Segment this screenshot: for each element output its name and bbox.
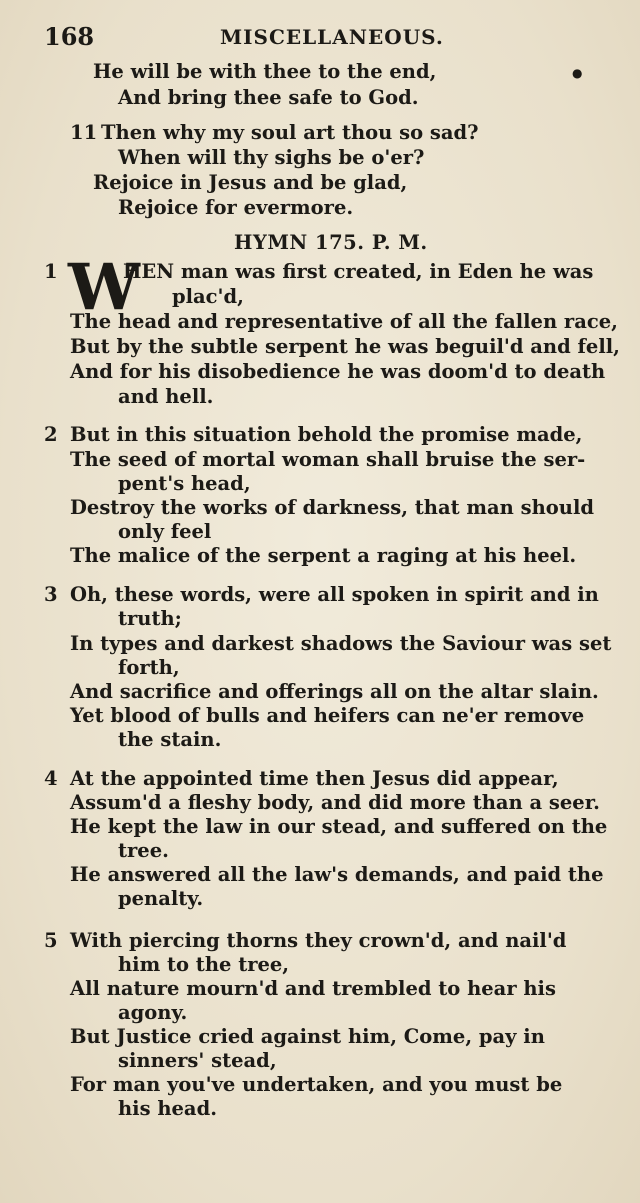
verse-line: But by the subtle serpent he was beguil'd and fell, <box>70 335 620 358</box>
verse-line: him to the tree, <box>118 953 290 976</box>
stanza-number: 11 <box>70 121 98 144</box>
verse-line: He kept the law in our stead, and suffered on the <box>70 815 608 838</box>
verse-line: the stain. <box>118 728 222 751</box>
verse-line: agony. <box>118 1001 188 1024</box>
verse-line: penalty. <box>118 887 204 910</box>
verse-line: The seed of mortal woman shall bruise the ser- <box>70 448 586 471</box>
verse-line: He answered all the law's demands, and paid the <box>70 863 604 886</box>
verse-line: plac'd, <box>172 285 244 308</box>
verse-line: Yet blood of bulls and heifers can ne'er remove <box>70 704 585 727</box>
verse-line: At the appointed time then Jesus did appear, <box>70 767 559 790</box>
stanza-number: 5 <box>44 929 58 952</box>
verse-line: truth; <box>118 607 182 630</box>
drop-cap: W <box>68 250 140 325</box>
verse-line: With piercing thorns they crown'd, and nail'd <box>70 929 567 952</box>
verse-line: All nature mourn'd and trembled to hear his <box>70 977 556 1000</box>
verse-line: pent's head, <box>118 472 251 495</box>
stanza-number: 4 <box>44 767 58 790</box>
verse-line: And sacrifice and offerings all on the altar slain. <box>70 680 599 703</box>
verse-line: The malice of the serpent a raging at his heel. <box>70 544 577 567</box>
page-header <box>44 22 600 52</box>
verse-line: Then why my soul art thou so sad? <box>101 121 479 144</box>
verse-line: and hell. <box>118 385 214 408</box>
verse-line: Rejoice for evermore. <box>118 196 354 219</box>
verse-line: But Justice cried against him, Come, pay in <box>70 1025 545 1048</box>
stanza-number: 3 <box>44 583 58 606</box>
verse-line: Destroy the works of darkness, that man should <box>70 496 595 519</box>
hymn-title: HYMN 175. P. M. <box>234 231 428 254</box>
verse-line: And bring thee safe to God. <box>118 86 419 109</box>
verse-line: forth, <box>118 656 180 679</box>
verse-line: HEN man was first created, in Eden he was <box>123 260 594 283</box>
verse-line: He will be with thee to the end, <box>93 60 437 83</box>
page-number: 168 <box>44 22 95 51</box>
verse-line: only feel <box>118 520 212 543</box>
ink-speck: ● <box>572 66 583 80</box>
verse-line: But in this situation behold the promise made, <box>70 423 583 446</box>
running-title: MISCELLANEOUS. <box>220 25 444 49</box>
verse-line: Rejoice in Jesus and be glad, <box>93 171 408 194</box>
verse-line: In types and darkest shadows the Saviour was set <box>70 632 612 655</box>
verse-line: The head and representative of all the fallen race, <box>70 310 618 333</box>
verse-line: his head. <box>118 1097 217 1120</box>
verse-line: When will thy sighs be o'er? <box>118 146 425 169</box>
verse-line: Oh, these words, were all spoken in spirit and in <box>70 583 599 606</box>
verse-line: tree. <box>118 839 169 862</box>
verse-line: sinners' stead, <box>118 1049 277 1072</box>
stanza-number: 2 <box>44 423 58 446</box>
stanza-number: 1 <box>44 260 58 283</box>
verse-line: For man you've undertaken, and you must be <box>70 1073 563 1096</box>
verse-line: Assum'd a fleshy body, and did more than a seer. <box>70 791 600 814</box>
verse-line: And for his disobedience he was doom'd to death <box>70 360 606 383</box>
